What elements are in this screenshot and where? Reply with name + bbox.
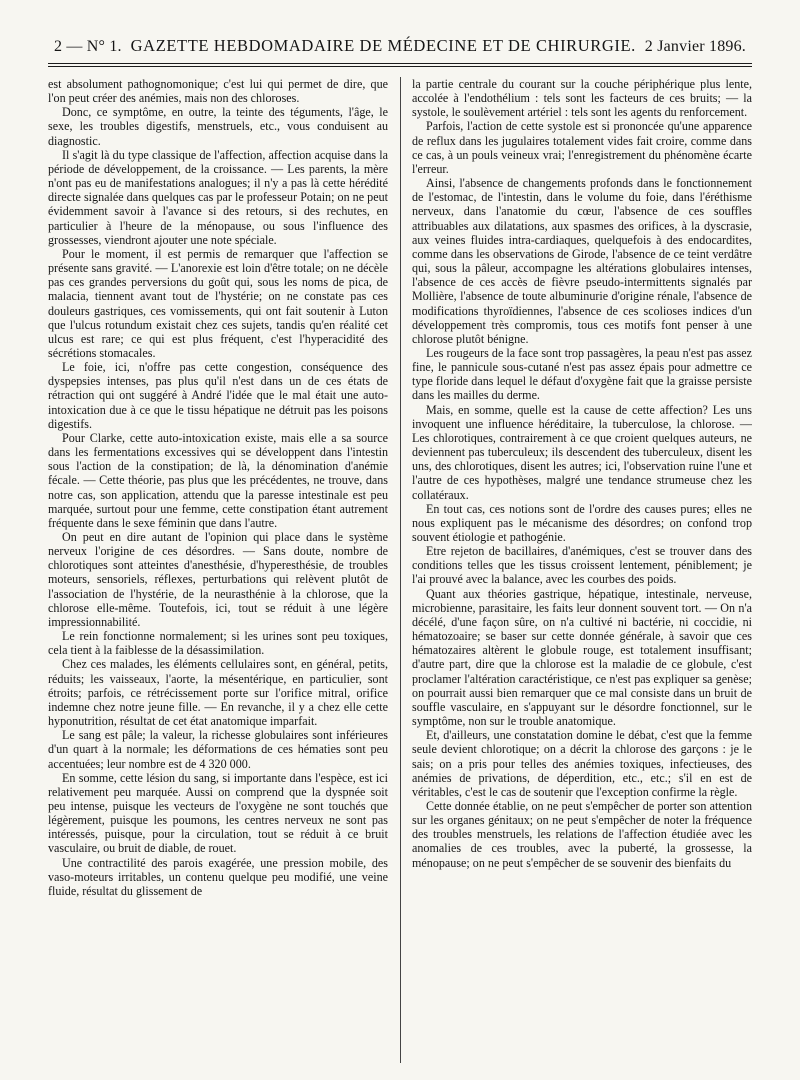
paragraph: Le rein fonctionne normalement; si les urines sont peu toxiques, cela tient à la faiblesse de la désassimilation.: [48, 629, 388, 658]
left-column: [48, 77, 388, 1063]
right-column: [412, 77, 752, 1063]
paragraph: Les rougeurs de la face sont trop passagères, la peau n'est pas assez fine, le pannicule sous-cutané n'est pas assez épais pour admettre ce type floride dans lequel le défaut d'oxygène fait que la graisse persiste dans les mailles du derme.: [412, 345, 752, 403]
journal-title: GAZETTE HEBDOMADAIRE DE MÉDECINE ET DE CHIRURGIE.: [130, 36, 636, 55]
header-rule: [48, 63, 752, 67]
paragraph: Chez ces malades, les éléments cellulaires sont, en général, petits, réduits; les vaisseaux, l'aorte, la mésentérique, en particulier, sont étroits; parfois, ce rétrécissement porte sur l'orifice mitral, orifice indemne chez notre jeune fille. — En revanche, il y a chez elle cette hyponutrition, résultat de cet état anatomique imparfait.: [48, 657, 388, 729]
paragraph: En tout cas, ces notions sont de l'ordre des causes pures; elles ne nous expliquent pas le mécanisme des désordres; on confond trop souvent étiologie et pathogénie.: [412, 501, 752, 544]
paragraph: Parfois, l'action de cette systole est si prononcée qu'une apparence de reflux dans les jugulaires totalement vides fait croire, comme dans ce cas, à un pouls veineux vrai; l'enregistrement du phénomène écarte l'erreur.: [412, 119, 752, 176]
paragraph: Il s'agit là du type classique de l'affection, affection acquise dans la période de développement, de la croissance. — Les parents, la mère n'ont pas eu de manifestations analogues; il n'y a pas là cette hérédité directe signalée dans quelques cas par le professeur Potain; on ne peut évidemment savoir à l'avance si des retours, si des rechutes, en particulier à l'heure de la ménopause, ou sous l'influence des grossesses, viendront ajouter une note spéciale.: [48, 147, 388, 247]
running-header: [48, 36, 752, 56]
page-number: 2 — N° 1.: [54, 38, 122, 55]
paragraph: Pour Clarke, cette auto-intoxication existe, mais elle a sa source dans les fermentations excessives qui se développent dans l'intestin sous l'action de la constipation; de là, la dénomination d'anémie fécale. — Cette théorie, pas plus que les précédentes, ne trouve, dans notre cas, son application, attendu que la paresse intestinale est peu marquée, surtout pour une femme, cette constipation étant autrement fréquente dans le sexe féminin que dans l'autre.: [48, 430, 388, 530]
paragraph: est absolument pathognomonique; c'est lui qui permet de dire, que l'on peut créer des anémies, mais non des chloroses.: [48, 77, 388, 106]
paragraph: Et, d'ailleurs, une constatation domine le débat, c'est que la femme seule devient chlorotique; on a décrit la chlorose des garçons : je le sais; on a pris pour telles des anémies toxiques, infectieuses, des anémies de privations, de déperdition, etc., etc.; s'il en est de véritables, c'est le cas de soutenir que l'exception confirme la règle.: [412, 728, 752, 799]
paragraph: Donc, ce symptôme, en outre, la teinte des téguments, l'âge, le sexe, les troubles digestifs, menstruels, etc., vous conduisent au diagnostic.: [48, 105, 388, 148]
paragraph: Le sang est pâle; la valeur, la richesse globulaires sont inférieures d'un quart à la normale; les déformations de ces hématies sont peu accentuées; leur nombre est de 4 320 000.: [48, 728, 388, 771]
paragraph: En somme, cette lésion du sang, si importante dans l'espèce, est ici relativement peu marquée. Aussi on comprend que la dyspnée soit peu intense, puisque les vecteurs de l'oxygène ne sont touchés que légèrement, puisque les poumons, les centres nerveux ne sont pas intéressés, puisque, pour la circulation, tout se réduit à ce bruit vasculaire, ou bruit de diable, de rouet.: [48, 770, 388, 856]
issue-date: 2 Janvier 1896.: [644, 38, 746, 55]
text-columns: [48, 77, 752, 1063]
paragraph: Le foie, ici, n'offre pas cette congestion, conséquence des dyspepsies intenses, pas plus qu'il n'est dans un de ces états de rétraction qui ont suggéré à André l'idée que le mal était une auto-intoxication due à ce que le tissu hépatique ne détruit pas les poisons digestifs.: [48, 360, 388, 431]
paragraph: Une contractilité des parois exagérée, une pression mobile, des vaso-moteurs irritables, un contenu quelque peu modifié, une veine fluide, résultat du glissement de: [48, 855, 388, 898]
paragraph: Mais, en somme, quelle est la cause de cette affection? Les uns invoquent une influence héréditaire, la tuberculose, la chlorose. — Les chlorotiques, contrairement à ce que croient quelques auteurs, ne deviennent pas tuberculeux; ils descendent des tuberculeux, disent les uns, des chlorotiques, disent les autres; ici, l'observation ruine l'une et l'autre de ces hypothèses, malgré une tendance strumeuse chez les collatéraux.: [412, 402, 752, 502]
column-divider: [400, 77, 401, 1063]
paragraph: Cette donnée établie, on ne peut s'empêcher de porter son attention sur les organes génitaux; on ne peut s'empêcher de noter la fréquence des troubles menstruels, les relations de l'affection étudiée avec les anomalies de ces troubles, avec la puberté, la grossesse, la ménopause; on ne peut s'empêcher de se souvenir des bienfaits du: [412, 798, 752, 870]
paragraph: Ainsi, l'absence de changements profonds dans le fonctionnement de l'estomac, de l'intestin, dans le volume du foie, dans l'éréthisme nerveux, dans l'anatomie du cœur, l'absence de ces souffles attribuables aux dilatations, aux spasmes des orifices, à la dyscrasie, aux veines fluides intra-cardiaques, quelquefois à des endocardites, comme dans les observations de Girode, l'absence de ce teint verdâtre qui, sous la pâleur, accompagne les altérations globulaires intenses, l'absence de ces accès de fièvre pseudo-intermittents signalés par Mollière, l'absence de toute albuminurie d'origine rénale, l'absence de modifications thyroïdiennes, l'absence de ces scolioses indices d'un développement très compromis, tous ces motifs font penser à une chlorose plutôt bénigne.: [412, 176, 752, 346]
paragraph: Etre rejeton de bacillaires, d'anémiques, c'est se trouver dans des conditions telles que les tissus croissent lentement, péniblement; je l'ai prouvé avec la balance, avec les courbes des poids.: [412, 544, 752, 587]
paragraph: la partie centrale du courant sur la couche périphérique plus lente, accolée à l'endothélium : tels sont les facteurs de ces bruits; — la systole, le soulèvement artériel : tels sont les agents du renforcement.: [412, 77, 752, 120]
paragraph: On peut en dire autant de l'opinion qui place dans le système nerveux l'origine de ces désordres. — Sans doute, nombre de chlorotiques sont atteintes d'anesthésie, d'hyperesthésie, de troubles moteurs, sensoriels, réflexes, perturbations qui relèvent plutôt de l'association de l'hystérie, de la neurasthénie à la chlorose, que la chlorose elle-même. Toutefois, ici, tout se réduit à une légère impressionnabilité.: [48, 530, 388, 629]
paragraph: Quant aux théories gastrique, hépatique, intestinale, nerveuse, microbienne, parasitaire, les faits leur donnent souvent tort. — On n'a décélé, d'une façon sûre, on n'a cultivé ni bactérie, ni coccidie, ni hématozoaire; se baser sur cette donnée générale, à savoir que ces hématozaires altèrent le globule rouge, est totalement insuffisant; d'autre part, dire que la chlorose est la maladie de ce globule, c'est proclamer l'altération caractéristique, ce n'est pas expliquer sa genèse; on pourrait aussi bien remarquer que ce mal consiste dans un bruit de souffle vasculaire, en s'appuyant sur le désordre fonctionnel, sur le symptôme, non sur le trouble anatomique.: [412, 586, 752, 729]
paragraph: Pour le moment, il est permis de remarquer que l'affection se présente sans gravité. — L'anorexie est loin d'être totale; on ne décèle pas ces grandes perversions du goût qui, sous les noms de pica, de malacia, tiennent avant tout de l'hystérie; on ne constate pas ces douleurs gastriques, ces vomissements, qui ont fait soutenir à Luton que l'ulcus rotundum existait chez ces sujets, tandis qu'en réalité cet ulcus est rare; ce qui est plus fréquent, c'est l'hyperacidité des sécrétions stomacales.: [48, 246, 388, 360]
